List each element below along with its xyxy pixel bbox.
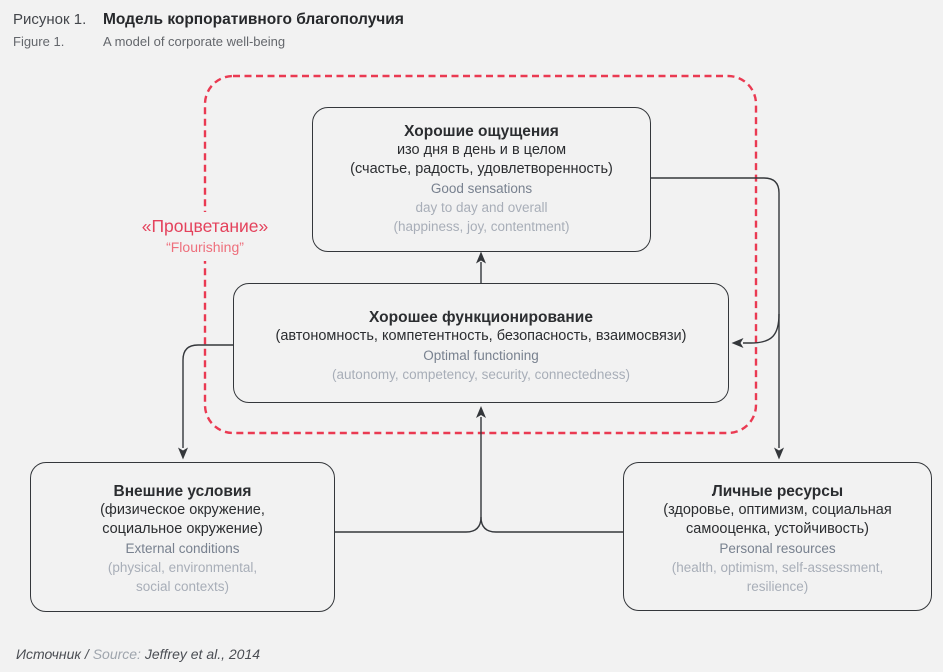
figure-number-ru: Рисунок 1. — [13, 11, 87, 28]
node-line-ru: изо дня в день и в целом — [396, 142, 567, 158]
node-title-ru: Внешние условия — [113, 483, 252, 500]
arrow-bottom-joint-left-line — [335, 417, 481, 532]
arrow-joint-to-functioning-head — [476, 406, 486, 418]
figure-number-en: Figure 1. — [13, 34, 65, 49]
source-label-ru: Источник / — [16, 646, 93, 662]
node-personal-resources — [623, 462, 932, 611]
node-line-en: (autonomy, competency, security, connectedness) — [332, 367, 630, 382]
node-title-ru: Хорошие ощущения — [404, 123, 559, 140]
node-line-en: day to day and overall — [415, 200, 548, 215]
figure-title-en-text: A model of corporate well-being — [103, 34, 286, 49]
node-line-en: (happiness, joy, contentment) — [393, 219, 570, 234]
node-line-en: Optimal functioning — [423, 348, 539, 363]
node-line-en: External conditions — [125, 541, 240, 556]
node-line-ru: самооценка, устойчивость) — [686, 521, 869, 537]
flourishing-label-en: “Flourishing” — [166, 239, 244, 255]
arrow-functioning-to-external-head — [178, 448, 188, 460]
node-title-ru: Личные ресурсы — [711, 483, 844, 500]
node-optimal-functioning — [233, 283, 729, 403]
node-line-en: Personal resources — [719, 541, 836, 556]
node-good-sensations — [312, 107, 651, 252]
node-line-en: Good sensations — [430, 181, 533, 196]
flourishing-label-ru: «Процветание» — [141, 216, 269, 236]
node-line-en: social contexts) — [135, 579, 230, 594]
arrow-rail-to-functioning-head — [732, 338, 744, 348]
node-line-ru: социальное окружение) — [102, 521, 263, 537]
arrow-functioning-to-sensations-head — [476, 252, 486, 264]
node-external-conditions — [30, 462, 335, 612]
figure-title-ru-text: Модель корпоративного благополучия — [103, 11, 404, 28]
node-line-en: (physical, environmental, — [107, 560, 258, 575]
node-line-ru: (автономность, компетентность, безопасность, взаимосвязи) — [275, 328, 687, 344]
flourishing-label — [120, 212, 290, 261]
node-line-ru: (здоровье, оптимизм, социальная — [663, 502, 892, 518]
node-line-ru: (счастье, радость, удовлетворенность) — [350, 161, 613, 177]
arrow-rail-to-functioning-line — [743, 314, 779, 343]
arrow-into-personal-head — [774, 448, 784, 460]
node-line-en: (health, optimism, self-assessment, — [671, 560, 884, 575]
node-title-ru: Хорошее функционирование — [369, 309, 593, 326]
arrow-bottom-joint-right-line — [481, 517, 623, 532]
source-label-en: Source: — [92, 646, 145, 662]
node-line-en: resilience) — [746, 579, 809, 594]
node-line-ru: (физическое окружение, — [100, 502, 265, 518]
source-line — [16, 646, 260, 662]
source-citation: Jeffrey et al., 2014 — [144, 646, 261, 662]
